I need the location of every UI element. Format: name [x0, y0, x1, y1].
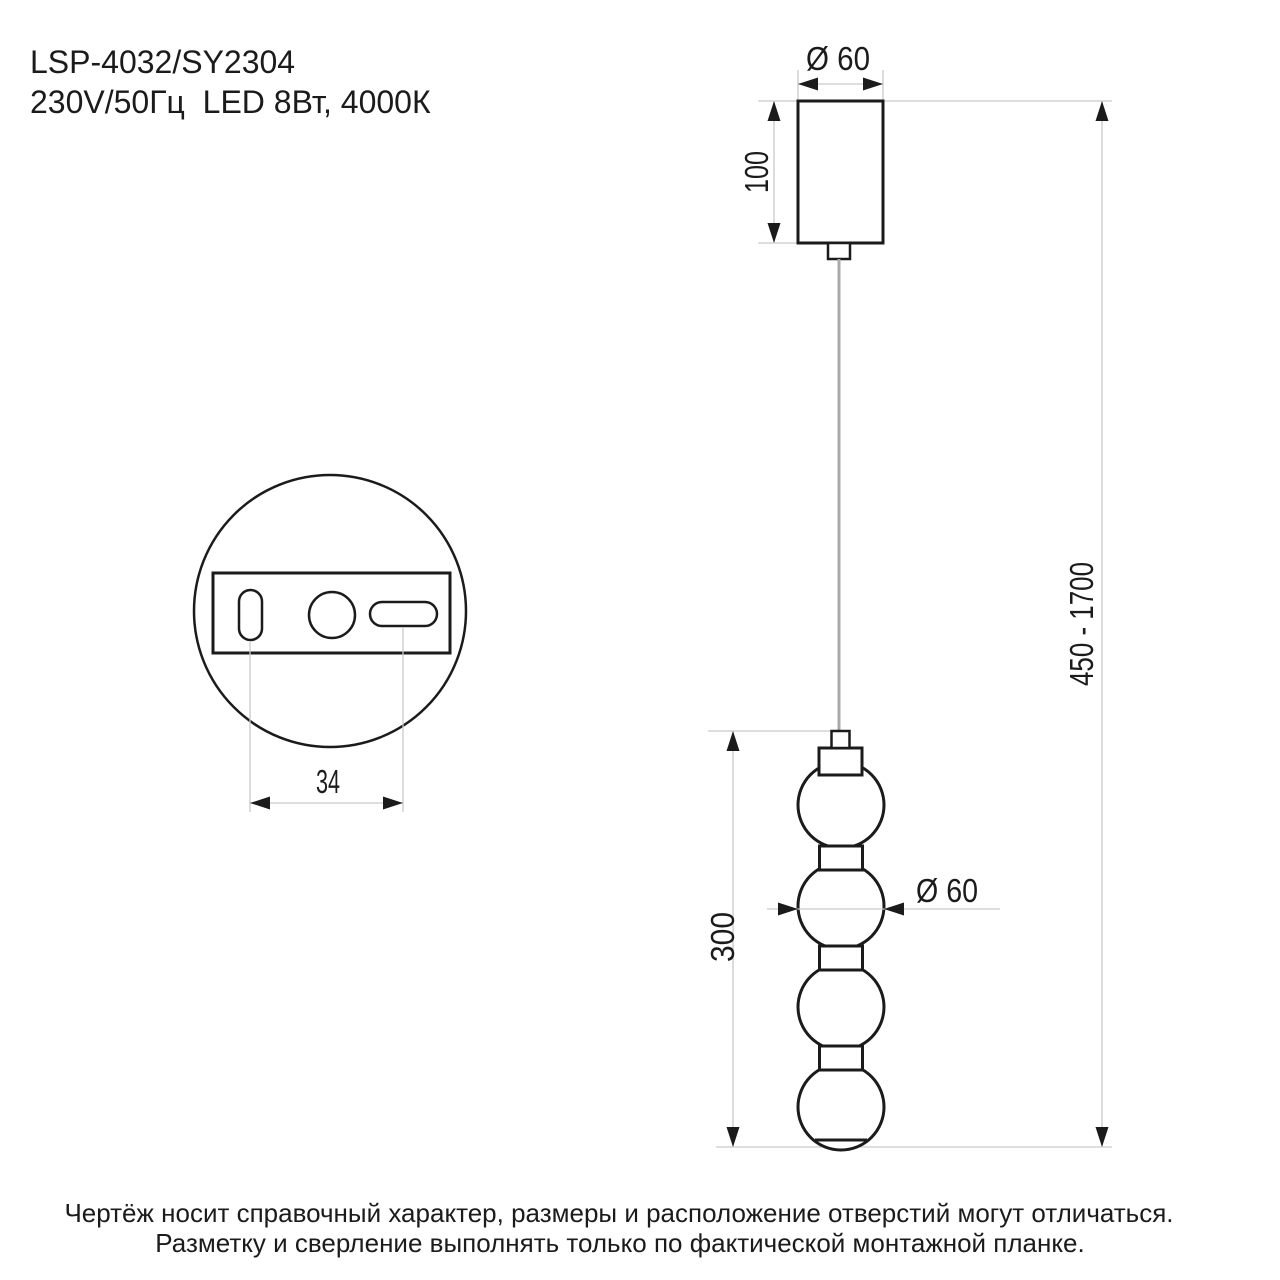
title-block	[30, 44, 431, 120]
center-hole	[309, 592, 355, 638]
lamp-height-label: 300	[704, 906, 741, 962]
lamp-nipple	[832, 731, 850, 748]
lamp-bead-circle	[798, 863, 884, 949]
lamp-height-dimension	[704, 731, 741, 1147]
arrowhead-right-icon	[778, 903, 798, 916]
suspension-range-label: 450 - 1700	[1063, 528, 1100, 686]
arrowhead-left-icon	[884, 903, 904, 916]
model-number-label: LSP-4032/SY2304	[30, 44, 296, 80]
cable-gland	[828, 243, 850, 259]
mounting-slot-horizontal	[370, 602, 437, 626]
lamp-diameter-label: Ø 60	[916, 872, 978, 909]
bead-neck	[820, 1046, 863, 1070]
reference-lines	[708, 70, 1112, 1147]
canopy-diameter-label: Ø 60	[806, 40, 870, 77]
footnote-line2: Разметку и сверление выполнять только по фактической монтажной планке.	[155, 1228, 1085, 1258]
footnote	[64, 1198, 1173, 1258]
lamp-cap	[819, 748, 862, 775]
hole-spacing-label: 34	[316, 763, 340, 800]
canopy-height-label: 100	[738, 137, 775, 193]
mounting-slot-vertical	[239, 590, 262, 640]
canopy-diameter-dimension	[798, 40, 883, 91]
canopy-height-dimension	[738, 101, 781, 243]
arrowhead-up-icon	[727, 731, 740, 751]
electrical-specs-label: 230V/50Гц LED 8Вт, 4000К	[30, 84, 431, 120]
canopy-body	[798, 101, 883, 243]
suspension-range-dimension	[1063, 101, 1109, 1147]
arrowhead-down-icon	[727, 1127, 740, 1147]
arrowhead-right-icon	[383, 797, 403, 810]
lamp-bead-circle	[798, 1064, 884, 1150]
arrowhead-up-icon	[1096, 101, 1109, 121]
arrowhead-down-icon	[1096, 1127, 1109, 1147]
mounting-plate-detail	[194, 475, 466, 812]
bead-neck	[820, 846, 863, 870]
arrowhead-up-icon	[768, 101, 781, 121]
arrowhead-down-icon	[768, 223, 781, 243]
arrowhead-right-icon	[863, 78, 883, 91]
footnote-line1: Чертёж носит справочный характер, размеры и расположение отверстий могут отличаться.	[64, 1198, 1174, 1228]
bead-neck	[820, 946, 863, 970]
arrowhead-left-icon	[250, 797, 270, 810]
lamp-bead-circle	[798, 964, 884, 1050]
arrowhead-left-icon	[798, 78, 818, 91]
canopy-view	[798, 101, 883, 731]
lamp-body	[798, 731, 884, 1150]
